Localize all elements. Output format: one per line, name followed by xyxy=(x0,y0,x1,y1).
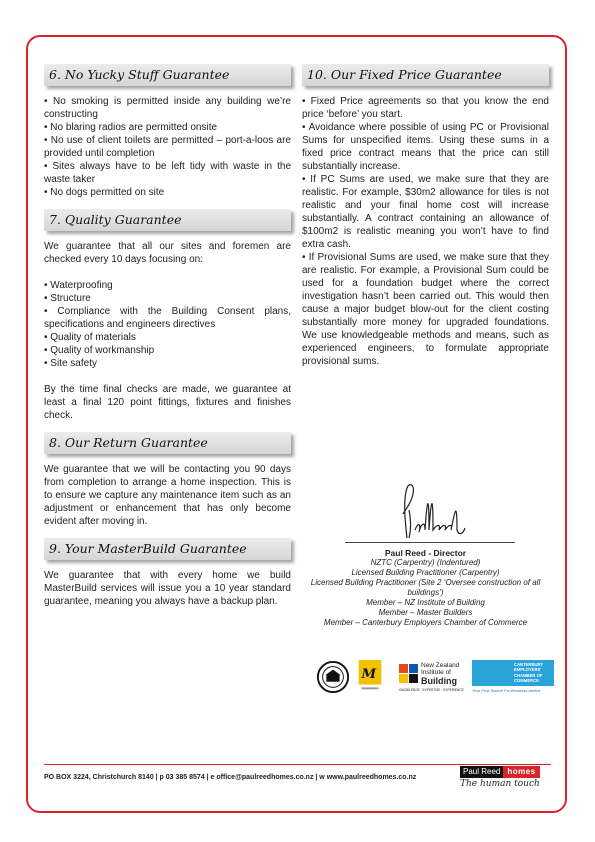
list-item: • Waterproofing xyxy=(44,280,113,291)
signature-image xyxy=(345,480,515,542)
chamber-tagline: Your First Source For Business Advice xyxy=(472,688,541,693)
credential-line: Licensed Building Practitioner (Site 2 ‘Oversee construction of all buildings’) xyxy=(310,578,541,597)
section-6-title: 6. No Yucky Stuff Guarantee xyxy=(49,67,230,82)
section-7-intro: We guarantee that all our sites and foremen are checked every 10 days focusing on: xyxy=(44,241,291,265)
master-builders-logo xyxy=(358,660,382,694)
left-column xyxy=(44,64,291,618)
lbp-seal-logo xyxy=(315,660,351,694)
brand-logo xyxy=(460,766,551,789)
footer-divider xyxy=(44,764,551,765)
credential-line: Member – Master Builders xyxy=(378,608,473,617)
credential-line: Member – Canterbury Employers Chamber of Commerce xyxy=(323,618,528,627)
brand-homes: homes xyxy=(503,766,539,778)
section-6-list xyxy=(44,95,291,199)
credential-line: Licensed Building Practitioner (Carpentry) xyxy=(351,568,500,577)
nzib-text xyxy=(421,662,459,686)
section-9-text: We guarantee that with every home we build MasterBuild services will issue you a 10 year standard guarantee, meaning you always have a backup plan. xyxy=(44,570,291,607)
section-7-outro: By the time final checks are made, we guarantee at least a final 120 point fittings, fixtures and finishes check. xyxy=(44,384,291,421)
chamber-line: COMMERCE xyxy=(514,678,539,684)
section-8-header xyxy=(44,432,291,454)
list-item: • Quality of materials xyxy=(44,332,136,343)
section-10-list xyxy=(302,95,549,368)
right-column xyxy=(302,64,549,378)
list-item: • If PC Sums are used, we make sure that they are realistic. For example, $30m2 allowance for tiles is not realistic and your final home cost will increase substantially. A contract containing an allowance of $100m2 is realistic meaning you won’t have to find extra cash. xyxy=(302,174,549,250)
list-item: • Compliance with the Building Consent plans, specifications and engineers directives xyxy=(44,306,291,330)
section-6-header xyxy=(44,64,291,86)
chamber-of-commerce-logo xyxy=(472,660,554,694)
section-9-title: 9. Your MasterBuild Guarantee xyxy=(49,541,247,556)
nzib-line: Building xyxy=(421,676,457,686)
section-10-header xyxy=(302,64,549,86)
footer-contact: PO BOX 3224, Christchurch 8140 | p 03 385 8574 | e office@paulreedhomes.co.nz | w www.paulreedhomes.co.nz xyxy=(44,774,417,781)
list-item: • No smoking is permitted inside any building we’re constructing xyxy=(44,96,291,120)
credential-line: NZTC (Carpentry) (Indentured) xyxy=(370,558,481,567)
credentials xyxy=(302,548,549,628)
section-10-title: 10. Our Fixed Price Guarantee xyxy=(307,67,502,82)
list-item: • Avoidance where possible of using PC or Provisional Sums for unspecified items. Using these sums in a fixed price contract means that the price can still substantially increase. xyxy=(302,122,549,172)
list-item: • Structure xyxy=(44,293,91,304)
chamber-line: EMPLOYERS' xyxy=(514,667,542,673)
svg-text:M: M xyxy=(361,666,377,682)
list-item: • Fixed Price agreements so that you know the end price ‘before’ you start. xyxy=(302,96,549,120)
chamber-text xyxy=(514,662,543,684)
list-item: • No use of client toilets are permitted – port-a-loos are provided until completion xyxy=(44,135,291,159)
section-7-body xyxy=(44,240,291,422)
chamber-line: CHAMBER OF xyxy=(514,672,543,678)
list-item: • No dogs permitted on site xyxy=(44,187,165,198)
nzib-tagline: KNOWLEDGE · EXPERTISE · EXPERIENCE xyxy=(399,688,464,692)
section-9-header xyxy=(44,538,291,560)
list-item: • Site safety xyxy=(44,358,97,369)
credential-line: Member – NZ Institute of Building xyxy=(366,598,485,607)
director-name: Paul Reed - Director xyxy=(384,548,467,558)
list-item: • Quality of workmanship xyxy=(44,345,155,356)
signature-line xyxy=(345,542,515,543)
list-item: • No blaring radios are permitted onsite xyxy=(44,122,218,133)
list-item: • If Provisional Sums are used, we make sure that they are realistic. For example, a Provisional Sum could be used for a foundation budget where the correct investigation hasn’t been carried out. This would then cause a major budget blow-out for the client costing substantially more money for upgraded foundations. We use knowledgeable methods and means, such as experienced engineers, to formulate appropriate provisional sums. xyxy=(302,252,549,367)
section-8-text: We guarantee that we will be contacting you 90 days from completion to arrange a home inspection. This is to ensure we capture any maintenance item such as an adjustment or enhancement that has only become evident after moving in. xyxy=(44,464,291,527)
brand-tagline: The human touch xyxy=(460,779,540,789)
nzib-line: New Zealand xyxy=(421,662,460,669)
list-item: • Sites always have to be left tidy with waste in the waste taker xyxy=(44,161,291,185)
section-8-title: 8. Our Return Guarantee xyxy=(49,435,208,450)
section-7-title: 7. Quality Guarantee xyxy=(49,212,182,227)
nzib-logo xyxy=(399,660,465,694)
chamber-line: CANTERBURY xyxy=(514,662,544,667)
brand-name: Paul Reed xyxy=(460,766,503,778)
section-7-header xyxy=(44,209,291,231)
nzib-emblem-icon xyxy=(399,664,419,686)
nzib-line: Institute of xyxy=(421,669,451,676)
